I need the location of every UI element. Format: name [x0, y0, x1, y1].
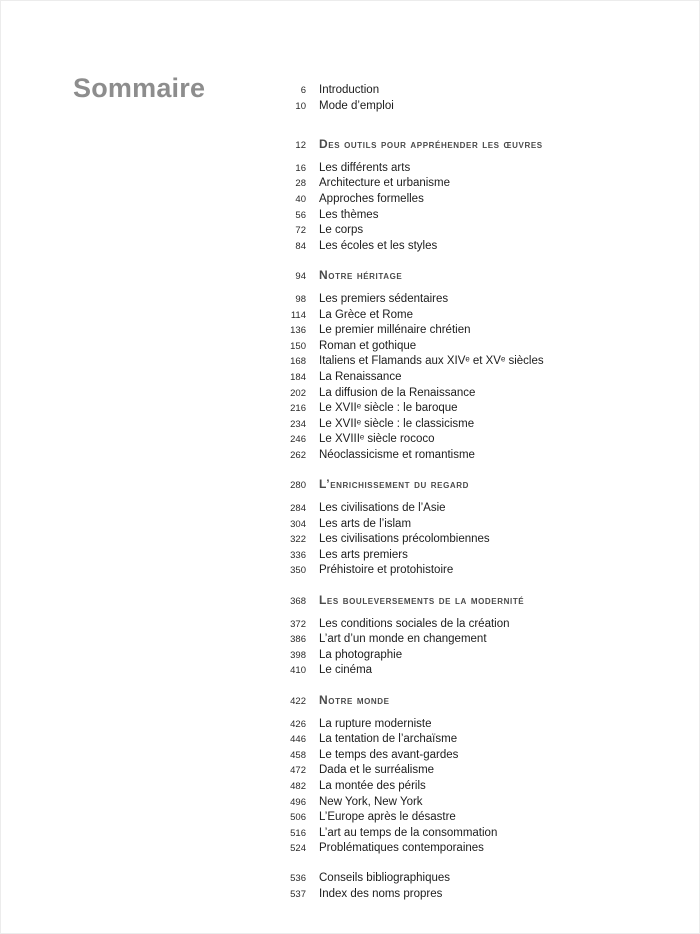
entry-title: Problématiques contemporaines [319, 842, 484, 855]
toc-entry-row [231, 192, 671, 208]
page-number: 84 [295, 240, 306, 252]
entry-title: La diffusion de la Renaissance [319, 386, 476, 399]
page-number: 304 [290, 518, 306, 530]
entry-title: Préhistoire et protohistoire [319, 564, 454, 577]
section-heading: L’enrichissement du regard [319, 477, 470, 492]
toc-entry-row [231, 763, 671, 779]
page-number: 150 [290, 340, 306, 352]
entry-title: Les arts de l’islam [319, 517, 412, 530]
toc-entry-row [231, 617, 671, 633]
page-number: 98 [295, 293, 306, 305]
toc-heading-row [231, 268, 671, 285]
toc-heading-row [231, 137, 671, 154]
section-heading: Des outils pour appréhender les œuvres [319, 137, 543, 152]
page-number: 10 [295, 100, 306, 112]
page-number: 386 [290, 634, 306, 646]
page-title: Sommaire [73, 73, 206, 103]
page-number: 284 [290, 503, 306, 515]
toc-entry-row [231, 717, 671, 733]
entry-title: Le cinéma [319, 664, 373, 677]
page-number: 216 [290, 403, 306, 415]
toc-entry-row [231, 795, 671, 811]
toc-entry-row [231, 176, 671, 192]
toc-entry-row [231, 370, 671, 386]
entry-title: La montée des périls [319, 779, 426, 792]
toc-entry-row [231, 663, 671, 679]
section-heading: Notre monde [319, 693, 390, 707]
toc-entry-row [231, 732, 671, 748]
toc-entry-row [231, 887, 671, 903]
entry-title: La Renaissance [319, 370, 402, 383]
entry-title: Les écoles et les styles [319, 239, 438, 252]
entry-title: Le XVIIᵉ siècle : le classicisme [319, 417, 475, 430]
page-number: 262 [290, 449, 306, 461]
page-number: 136 [290, 325, 306, 337]
page-number: 458 [290, 749, 306, 761]
page-number: 372 [290, 618, 306, 630]
page-number: 56 [295, 209, 306, 221]
page-number: 516 [290, 827, 306, 839]
toc-entry-row [231, 779, 671, 795]
toc-entry-row [231, 161, 671, 177]
toc-entry-row [231, 548, 671, 564]
toc-entry-row [231, 223, 671, 239]
entry-title: Introduction [319, 84, 380, 96]
entry-title: Dada et le surréalisme [319, 764, 435, 777]
page-number: 336 [290, 549, 306, 561]
entry-title: Italiens et Flamands aux XIVᵉ et XVᵉ siècles [319, 355, 544, 368]
entry-title: Le corps [319, 224, 364, 237]
entry-title: Les thèmes [319, 208, 379, 221]
page-number: 472 [290, 765, 306, 777]
toc-entry-row [231, 810, 671, 826]
page-number: 72 [295, 225, 306, 237]
page-number: 16 [295, 162, 306, 174]
entry-title: La tentation de l’archaïsme [319, 733, 458, 746]
toc-entry-row [231, 292, 671, 308]
page-number: 322 [290, 534, 306, 546]
page-number: 28 [295, 178, 306, 190]
entry-title: L’Europe après le désastre [319, 811, 456, 824]
page-number: 94 [295, 271, 306, 283]
page-number: 114 [290, 309, 306, 321]
toc-entry-row [231, 532, 671, 548]
page-number: 398 [290, 649, 306, 661]
entry-title: Les civilisations de l’Asie [319, 502, 446, 515]
entry-title: Roman et gothique [319, 339, 417, 352]
entry-title: Les conditions sociales de la création [319, 617, 510, 630]
section-heading: Notre héritage [319, 268, 403, 283]
toc-entry-row [231, 239, 671, 255]
toc-list [231, 83, 671, 902]
toc-entry-row [231, 517, 671, 533]
entry-title: Index des noms propres [319, 887, 443, 900]
entry-title: La Grèce et Rome [319, 308, 413, 321]
toc-entry-row [231, 563, 671, 579]
page-number: 536 [290, 872, 306, 884]
page-number: 6 [300, 85, 306, 96]
page-number: 537 [290, 888, 306, 900]
toc-entry-row [231, 417, 671, 433]
entry-title: Conseils bibliographiques [319, 871, 451, 884]
toc-entry-row [231, 401, 671, 417]
toc-entry-row [231, 354, 671, 370]
toc-entry-row [231, 386, 671, 402]
page-number: 184 [290, 371, 306, 383]
entry-title: Le temps des avant-gardes [319, 748, 459, 761]
entry-title: Néoclassicisme et romantisme [319, 448, 475, 461]
entry-title: Les civilisations précolombiennes [319, 533, 490, 546]
entry-title: Les différents arts [319, 161, 411, 174]
page-number: 496 [290, 796, 306, 808]
entry-title: Le XVIIᵉ siècle : le baroque [319, 402, 458, 415]
page-number: 422 [290, 696, 306, 707]
toc-heading-row [231, 593, 671, 610]
page-number: 368 [290, 596, 306, 608]
page-number: 482 [290, 780, 306, 792]
entry-title: Les arts premiers [319, 548, 408, 561]
toc-heading-row [231, 693, 671, 710]
toc-entry-row [231, 208, 671, 224]
toc-entry-row [231, 826, 671, 842]
toc-entry-row [231, 99, 671, 115]
toc-entry-row [231, 501, 671, 517]
page-number: 506 [290, 812, 306, 824]
entry-title: L’art au temps de la consommation [319, 826, 498, 839]
page-number: 246 [290, 434, 306, 446]
entry-title: L’art d’un monde en changement [319, 633, 487, 646]
toc-entry-row [231, 632, 671, 648]
entry-title: Le premier millénaire chrétien [319, 324, 471, 337]
toc-entry-row [231, 323, 671, 339]
entry-title: New York, New York [319, 795, 423, 808]
page-number: 202 [290, 387, 306, 399]
page-number: 350 [290, 565, 306, 577]
toc-heading-row [231, 477, 671, 494]
entry-title: Mode d’emploi [319, 99, 394, 112]
page-number: 280 [290, 480, 306, 492]
page-number: 524 [290, 843, 306, 855]
page-number: 410 [290, 665, 306, 677]
toc-entry-row [231, 871, 671, 887]
toc-entry-row [231, 83, 671, 99]
entry-title: Les premiers sédentaires [319, 292, 449, 305]
page-number: 234 [290, 418, 306, 430]
page-number: 426 [290, 718, 306, 730]
entry-title: Le XVIIIᵉ siècle rococo [319, 433, 435, 446]
toc-entry-row [231, 748, 671, 764]
page-number: 446 [290, 734, 306, 746]
section-heading: Les bouleversements de la modernité [319, 593, 525, 608]
entry-title: Architecture et urbanisme [319, 177, 451, 190]
page-number: 168 [290, 356, 306, 368]
toc-entry-row [231, 432, 671, 448]
toc-entry-row [231, 448, 671, 464]
entry-title: La rupture moderniste [319, 717, 432, 730]
page-number: 40 [295, 193, 306, 205]
entry-title: Approches formelles [319, 192, 424, 205]
toc-entry-row [231, 648, 671, 664]
page-number: 12 [295, 140, 306, 152]
toc-entry-row [231, 841, 671, 857]
toc-entry-row [231, 339, 671, 355]
entry-title: La photographie [319, 648, 403, 661]
toc-entry-row [231, 308, 671, 324]
